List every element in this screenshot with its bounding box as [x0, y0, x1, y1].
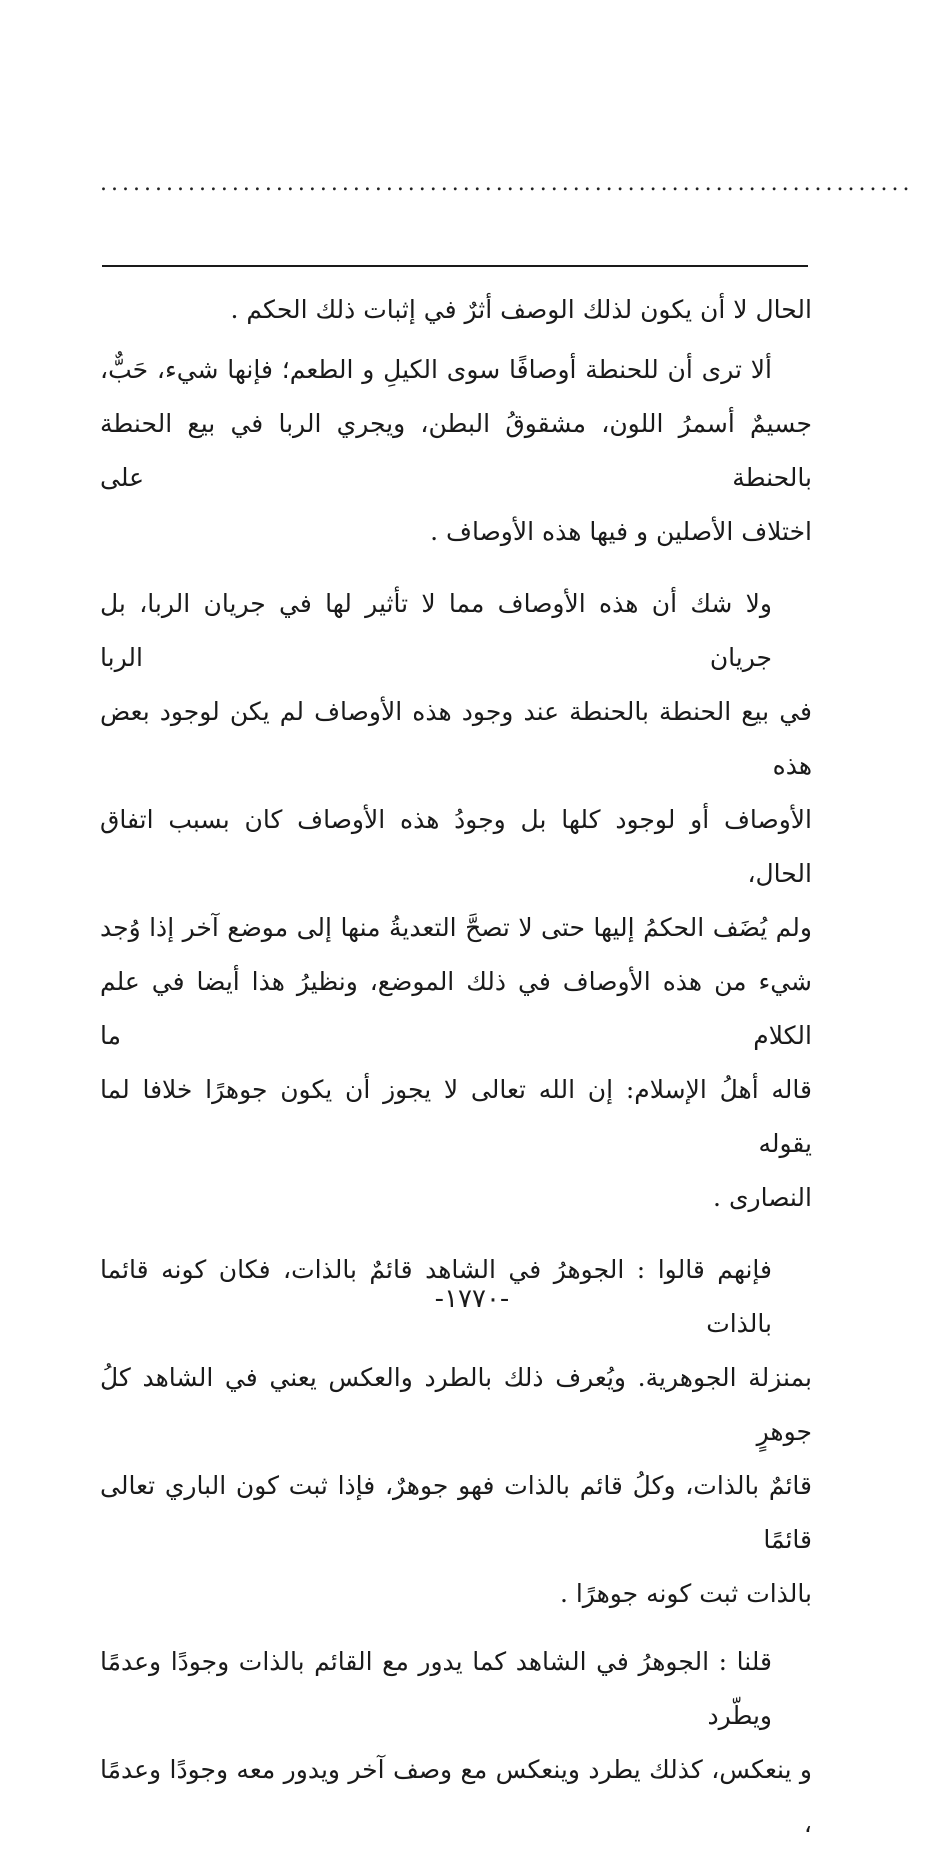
footnote-separator-dots: .......................................................................... [100, 171, 914, 196]
text-line: بالذات ثبت كونه جوهرًا . [559, 1579, 812, 1608]
text-line: ولا شك أن هذه الأوصاف مما لا تأثير لها في جريان الربا، بل جريان الربا [100, 589, 772, 672]
text-line: قائمٌ بالذات، وكلُ قائم بالذات فهو جوهرٌ، فإذا ثبت كون الباري تعالى قائمًا [100, 1471, 812, 1554]
text-line: الحال لا أن يكون لذلك الوصف أثرٌ في إثبات ذلك الحكم . [230, 295, 812, 324]
text-line: الأوصاف أو لوجود كلها بل وجودُ هذه الأوصاف كان بسبب اتفاق الحال، [100, 805, 812, 888]
text-line: في بيع الحنطة بالحنطة عند وجود هذه الأوصاف لم يكن لوجود بعض هذه [100, 697, 812, 780]
paragraph-5 [100, 1635, 812, 1851]
text-line: شيء من هذه الأوصاف في ذلك الموضع، ونظيرُ هذا أيضا في علم الكلام ما [100, 967, 812, 1050]
text-line: بمنزلة الجوهرية. ويُعرف ذلك بالطرد والعكس يعني في الشاهد كلُ جوهرٍ [100, 1363, 812, 1446]
text-line: قاله أهلُ الإسلام: إن الله تعالى لا يجوز أن يكون جوهرًا خلافا لما يقوله [100, 1075, 812, 1158]
paragraph-3 [100, 577, 812, 1225]
footnote-rule [102, 265, 808, 267]
main-text [100, 283, 812, 1851]
text-line: النصارى . [713, 1183, 812, 1212]
paragraph-1 [100, 283, 812, 337]
text-line: ولم يُضَف الحكمُ إليها حتى لا تصحَّ التعديةُ منها إلى موضع آخر إذا وُجد [100, 913, 812, 942]
text-line: فإنهم قالوا : الجوهرُ في الشاهد قائمٌ بالذات، فكان كونه قائما بالذات [100, 1255, 772, 1338]
page-number: -١٧٧٠- [434, 1284, 510, 1314]
text-line: اختلاف الأصلين و فيها هذه الأوصاف . [430, 517, 812, 546]
text-line: و ينعكس، كذلك يطرد وينعكس مع وصف آخر ويدور معه وجودًا وعدمًا ، [100, 1755, 812, 1838]
text-line: جسيمٌ أسمرُ اللون، مشقوقُ البطن، ويجري الربا في بيع الحنطة بالحنطة على [100, 409, 812, 492]
text-line: قلنا : الجوهرُ في الشاهد كما يدور مع القائم بالذات وجودًا وعدمًا ويطّرد [100, 1647, 772, 1730]
paragraph-2 [100, 343, 812, 559]
text-line: ألا ترى أن للحنطة أوصافًا سوى الكيلِ و الطعم؛ فإنها شيء، حَبٌّ، [100, 355, 772, 384]
